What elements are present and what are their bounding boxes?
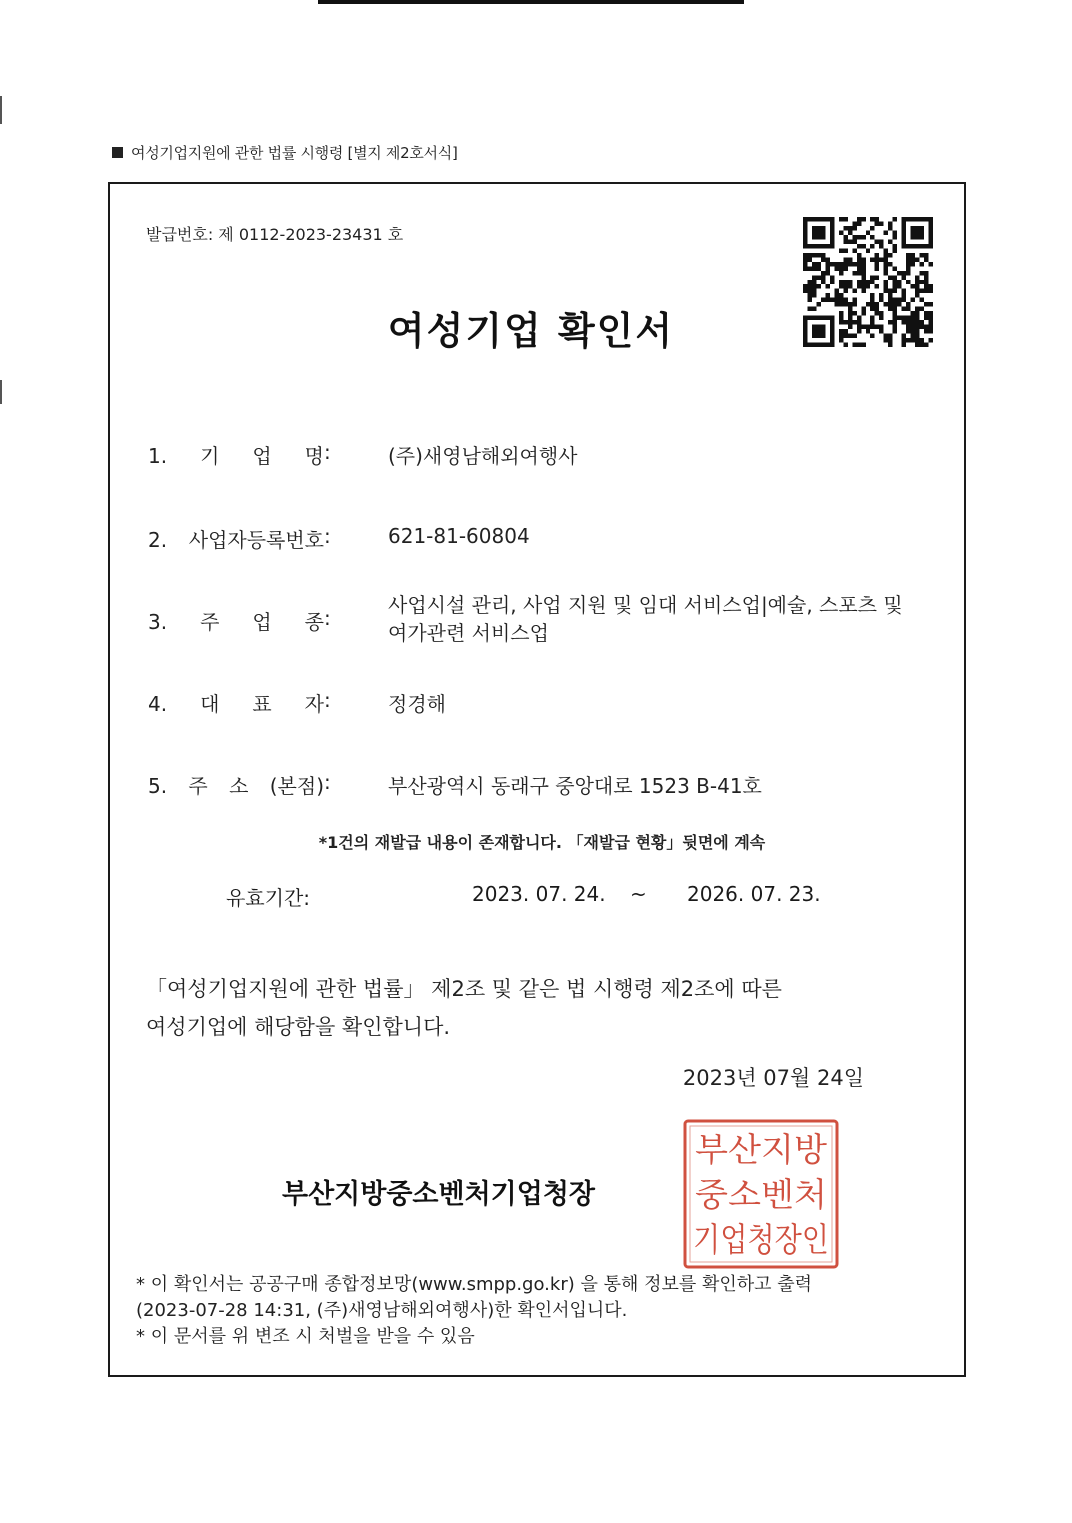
- field-label: 1. 기 업 명: [148, 444, 324, 468]
- issue-date: 2023년 07월 24일: [682, 1066, 864, 1090]
- svg-text:중소벤처: 중소벤처: [695, 1175, 827, 1214]
- field-value-company-name: (주)새영남해외여행사: [388, 444, 578, 468]
- validity-start: 2023. 07. 24.: [472, 882, 606, 906]
- confirmation-statement: [146, 970, 906, 1046]
- field-address: 5. 주 소 (본점):: [148, 770, 331, 798]
- field-representative: 4. 대 표 자:: [148, 688, 331, 716]
- issue-number: 발급번호: 제 0112-2023-23431 호: [146, 225, 404, 244]
- field-label: 3. 주 업 종: [148, 610, 324, 634]
- validity-end: 2026. 07. 23.: [687, 882, 821, 906]
- field-label: 2. 사업자등록번호: [148, 528, 324, 552]
- form-header-text: 여성기업지원에 관한 법률 시행령 [별지 제2호서식]: [131, 144, 458, 162]
- footnote-line: * 이 확인서는 공공구매 종합정보망(www.smpp.go.kr) 을 통해 정보를 확인하고 출력: [136, 1274, 813, 1295]
- svg-text:부산지방: 부산지방: [695, 1130, 828, 1169]
- scan-edge-mark: [318, 0, 744, 4]
- footnote-line: (2023-07-28 14:31, (주)새영남해외여행사)한 확인서입니다.: [136, 1300, 628, 1321]
- official-seal-stamp: [682, 1118, 840, 1270]
- field-label: 5. 주 소 (본점): [148, 774, 324, 798]
- field-label: 4. 대 표 자: [148, 692, 324, 716]
- validity-label: 유효기간:: [226, 886, 311, 910]
- field-value-address: 부산광역시 동래구 중앙대로 1523 B-41호: [388, 774, 762, 798]
- scan-edge-mark: [0, 380, 2, 404]
- statement-line: 「여성기업지원에 관한 법률」 제2조 및 같은 법 시행령 제2조에 따른: [146, 977, 782, 1001]
- statement-line: 여성기업에 해당함을 확인합니다.: [146, 1015, 451, 1039]
- svg-text:기업청장인: 기업청장인: [693, 1220, 829, 1259]
- footnote-line: * 이 문서를 위 변조 시 처벌을 받을 수 있음: [136, 1326, 475, 1347]
- square-bullet-icon: [112, 147, 123, 158]
- qr-code-icon: [803, 217, 933, 347]
- validity-separator: ~: [630, 882, 647, 906]
- document-title: 여성기업 확인서: [387, 309, 675, 353]
- field-business-number: 2. 사업자등록번호:: [148, 524, 331, 552]
- field-industry: 3. 주 업 종:: [148, 606, 331, 634]
- footnotes: [136, 1272, 916, 1350]
- field-value-business-number: 621-81-60804: [388, 524, 530, 548]
- issuer-name: 부산지방중소벤처기업청장: [282, 1179, 595, 1210]
- scan-edge-mark: [0, 96, 2, 124]
- form-header: [112, 142, 458, 163]
- field-company-name: 1. 기 업 명:: [148, 440, 331, 468]
- field-value-representative: 정경해: [388, 692, 446, 716]
- reissue-note: *1건의 재발급 내용이 존재합니다. 「재발급 현황」뒷면에 계속: [318, 833, 766, 852]
- field-value-industry: 사업시설 관리, 사업 지원 및 임대 서비스업|예술, 스포츠 및 여가관련 서비스업: [388, 593, 903, 645]
